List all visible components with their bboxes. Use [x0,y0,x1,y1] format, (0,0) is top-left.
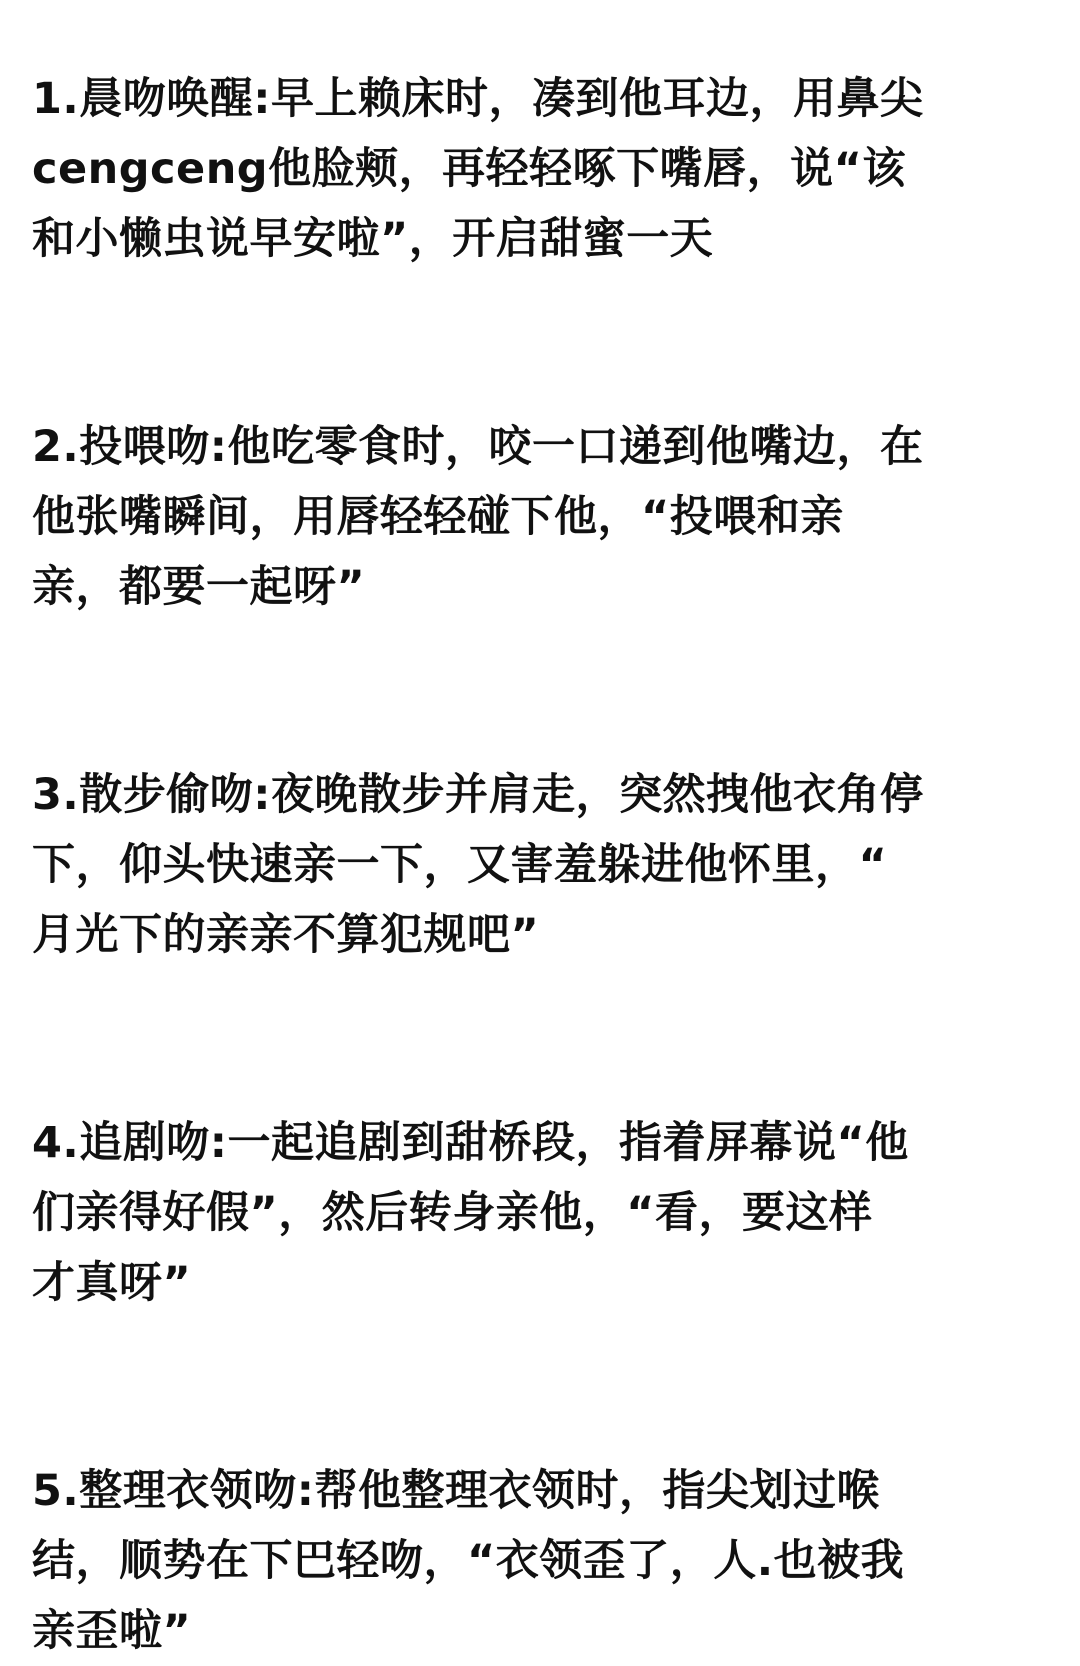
tip-1-line-1: 1.晨吻唤醒:早上赖床时，凑到他耳边，用鼻尖 [32,74,924,124]
tip-item-2 [32,412,1010,622]
tip-4-line-1: 4.追剧吻:一起追剧到甜桥段，指着屏幕说“他 [32,1118,909,1168]
tip-4-line-3: 才真呀” [32,1258,192,1308]
tip-2-line-1: 2.投喂吻:他吃零食时，咬一口递到他嘴边，在 [32,422,924,472]
tip-3-line-1: 3.散步偷吻:夜晚散步并肩走，突然拽他衣角停 [32,770,924,820]
tip-1-line-3: 和小懒虫说早安啦”，开启甜蜜一天 [32,214,714,264]
tip-5-line-3: 亲歪啦” [32,1606,192,1656]
tip-5-line-2: 结，顺势在下巴轻吻，“衣领歪了，人.也被我 [32,1536,905,1586]
tip-item-3 [32,760,1010,970]
tip-item-4 [32,1108,1010,1318]
tip-5-line-1: 5.整理衣领吻:帮他整理衣领时，指尖划过喉 [32,1466,880,1516]
tip-2-line-3: 亲，都要一起呀” [32,562,366,612]
tip-1-line-2: cengceng他脸颊，再轻轻啄下嘴唇，说“该 [32,144,906,194]
tip-4-line-2: 们亲得好假”，然后转身亲他，“看，要这样 [32,1188,873,1238]
tip-3-line-2: 下，仰头快速亲一下，又害羞躲进他怀里，“ [32,840,888,890]
tip-3-line-3: 月光下的亲亲不算犯规吧” [32,910,540,960]
tip-item-1 [32,64,1010,274]
tip-2-line-2: 他张嘴瞬间，用唇轻轻碰下他，“投喂和亲 [32,492,844,542]
tip-item-5 [32,1456,1010,1666]
